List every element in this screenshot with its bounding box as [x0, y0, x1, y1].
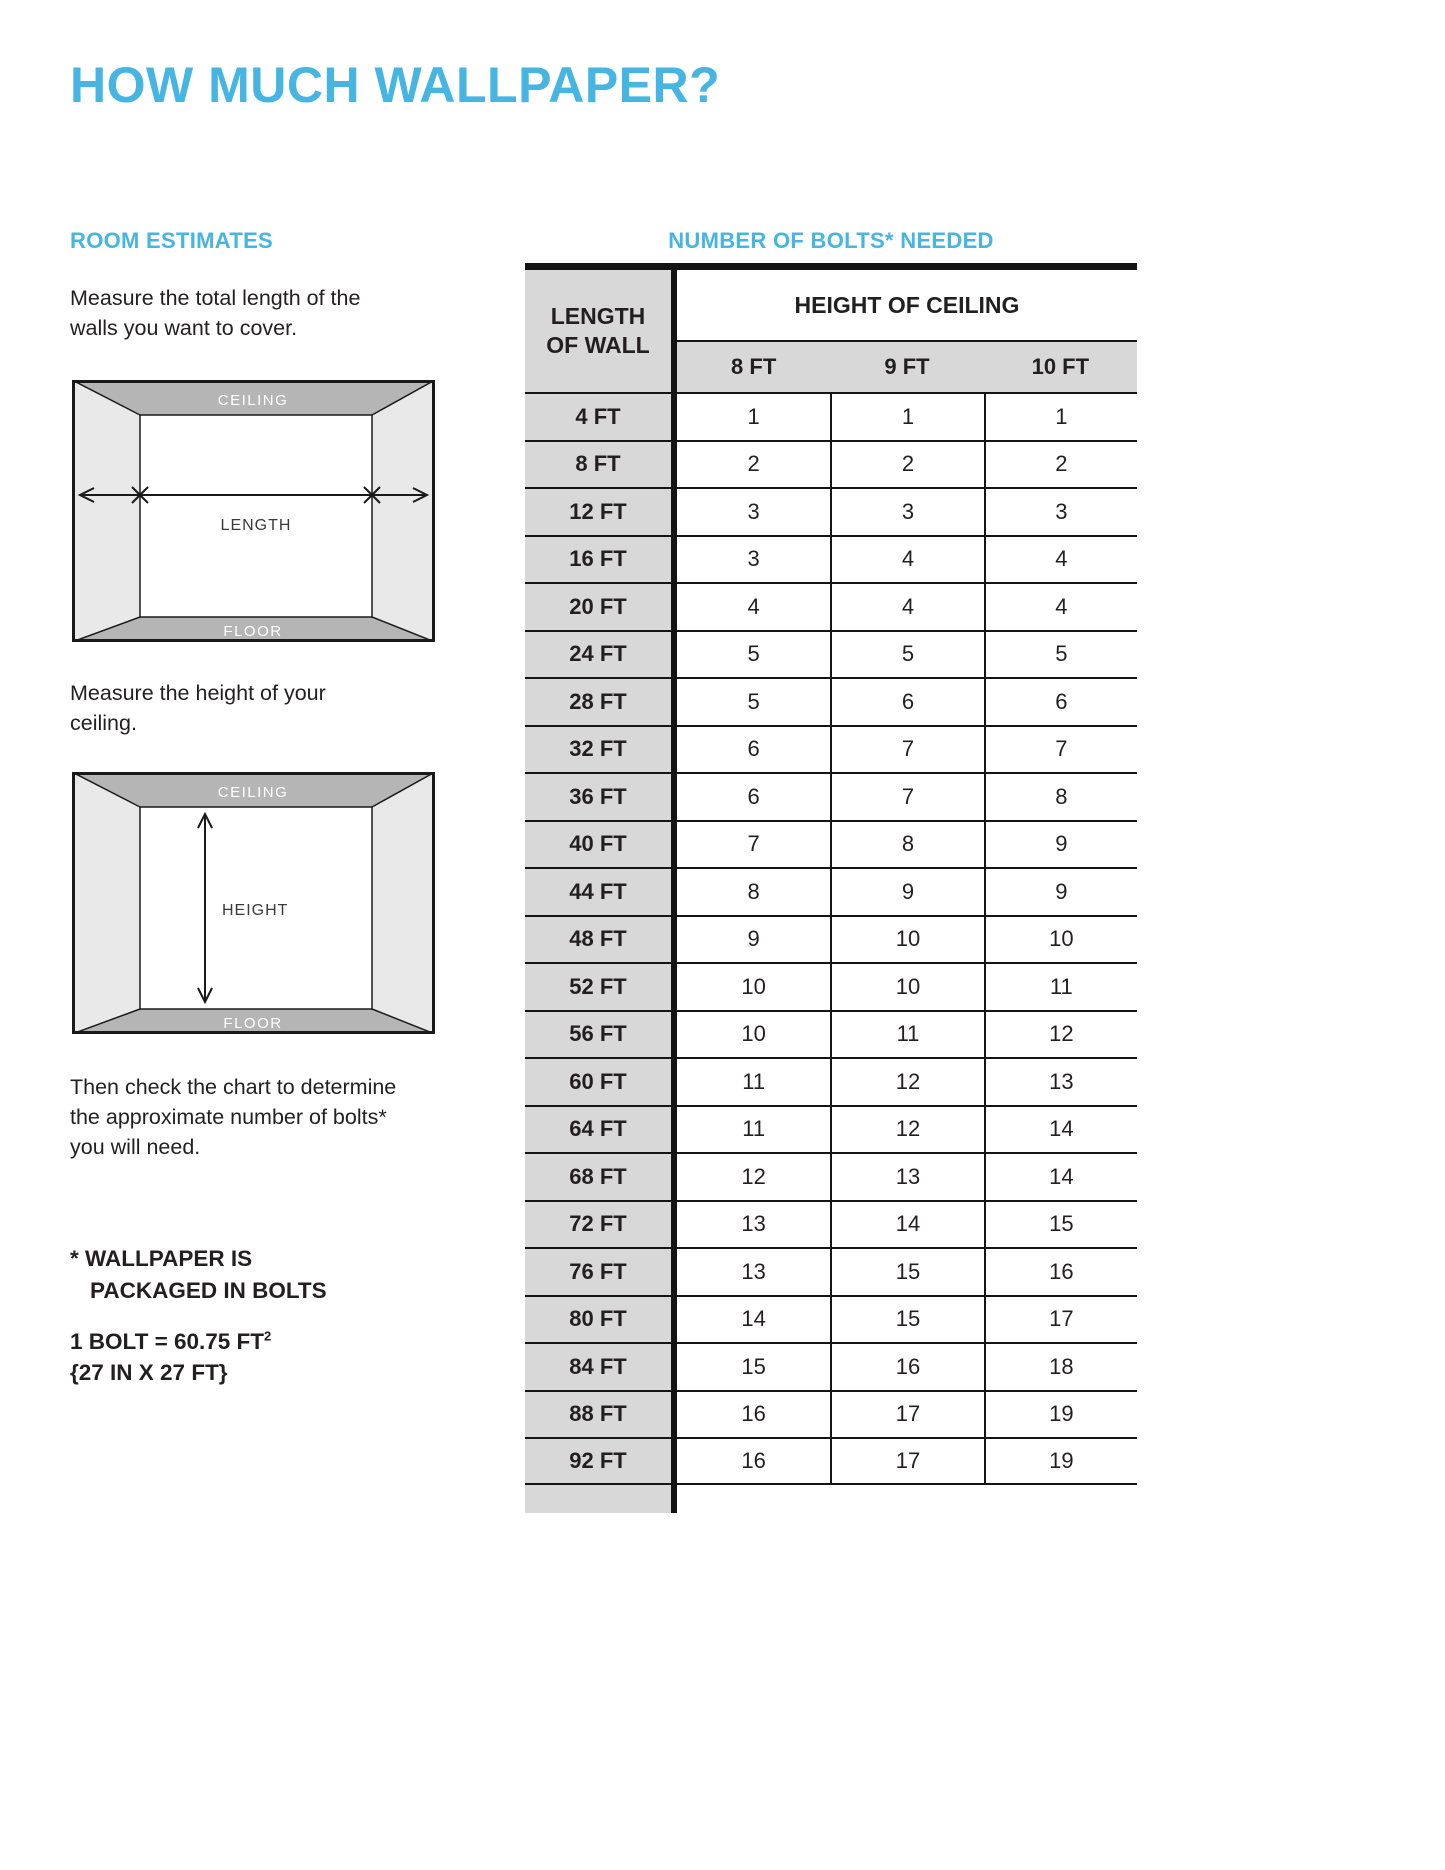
wall-length-cell: 48 FT	[525, 915, 677, 963]
bolt-count-cell: 18	[984, 1342, 1137, 1390]
length-of-wall-header-line2: OF WALL	[546, 332, 650, 358]
bolt-count-cell: 7	[830, 725, 983, 773]
bolt-count-cell: 6	[830, 677, 983, 725]
bolt-count-cell: 14	[677, 1295, 830, 1343]
bolt-count-cell: 7	[984, 725, 1137, 773]
bolt-count-cell: 3	[830, 487, 983, 535]
bolt-count-cell: 6	[677, 772, 830, 820]
column-header-8ft: 8 FT	[677, 340, 830, 392]
bolt-count-cell: 19	[984, 1390, 1137, 1438]
ceiling-label: CEILING	[217, 784, 289, 801]
wall-length-cell: 84 FT	[525, 1342, 677, 1390]
bolt-count-cell: 16	[984, 1247, 1137, 1295]
length-diagram	[72, 380, 435, 642]
right-wall-plane	[372, 380, 435, 642]
bolt-count-cell: 11	[984, 962, 1137, 1010]
wall-length-cell: 68 FT	[525, 1152, 677, 1200]
bolt-count-cell: 1	[830, 392, 983, 440]
bolt-count-cell: 4	[830, 535, 983, 583]
bolt-count-cell: 6	[677, 725, 830, 773]
bolt-count-cell: 7	[677, 820, 830, 868]
wall-length-cell: 52 FT	[525, 962, 677, 1010]
bolt-exponent: 2	[264, 1328, 272, 1344]
back-wall	[140, 415, 372, 617]
bolt-count-cell: 8	[984, 772, 1137, 820]
length-label: LENGTH	[220, 517, 292, 534]
floor-label: FLOOR	[223, 623, 283, 640]
bolt-count-cell: 9	[677, 915, 830, 963]
bolt-count-cell: 10	[677, 962, 830, 1010]
bolt-count-cell: 19	[984, 1437, 1137, 1485]
table-top-border	[525, 263, 1137, 270]
wall-length-cell: 64 FT	[525, 1105, 677, 1153]
wall-length-cell: 20 FT	[525, 582, 677, 630]
bolt-count-cell: 13	[984, 1057, 1137, 1105]
bolt-footnote	[70, 1243, 327, 1307]
wall-length-cell: 28 FT	[525, 677, 677, 725]
wall-length-cell: 12 FT	[525, 487, 677, 535]
step1-text: Measure the total length of the walls you want to cover.	[70, 286, 361, 341]
wall-length-cell: 92 FT	[525, 1437, 677, 1485]
bolt-size-info	[70, 1326, 271, 1388]
wall-length-cell: 88 FT	[525, 1390, 677, 1438]
wall-length-cell: 4 FT	[525, 392, 677, 440]
table-footer-spacer	[525, 1485, 677, 1513]
bolt-count-cell: 14	[984, 1152, 1137, 1200]
left-wall-plane	[72, 772, 140, 1034]
bolt-count-cell: 4	[677, 582, 830, 630]
bolt-count-cell: 10	[830, 915, 983, 963]
length-of-wall-header	[525, 270, 677, 392]
bolt-count-cell: 2	[984, 440, 1137, 488]
step3-text: Then check the chart to determine the approximate number of bolts* you will need.	[70, 1075, 397, 1160]
bolt-count-cell: 12	[830, 1057, 983, 1105]
bolt-count-cell: 16	[830, 1342, 983, 1390]
height-of-ceiling-header: HEIGHT OF CEILING	[677, 270, 1137, 340]
bolt-count-cell: 1	[677, 392, 830, 440]
bolt-count-cell: 10	[830, 962, 983, 1010]
bolt-count-cell: 5	[677, 677, 830, 725]
column-header-10ft: 10 FT	[984, 340, 1137, 392]
bolt-dimensions: {27 IN X 27 FT}	[70, 1360, 228, 1386]
wall-length-cell: 80 FT	[525, 1295, 677, 1343]
bolt-count-cell: 14	[830, 1200, 983, 1248]
bolt-count-cell: 16	[677, 1437, 830, 1485]
bolt-count-cell: 14	[984, 1105, 1137, 1153]
bolt-count-cell: 2	[830, 440, 983, 488]
bolt-count-cell: 17	[984, 1295, 1137, 1343]
wall-length-cell: 16 FT	[525, 535, 677, 583]
column-header-9ft: 9 FT	[830, 340, 983, 392]
bolt-count-cell: 3	[677, 535, 830, 583]
bolt-count-cell: 12	[830, 1105, 983, 1153]
bolt-count-cell: 4	[984, 582, 1137, 630]
bolt-footnote-line1: * WALLPAPER IS	[70, 1246, 253, 1271]
bolt-count-cell: 11	[677, 1105, 830, 1153]
bolt-count-cell: 3	[677, 487, 830, 535]
bolt-count-cell: 12	[984, 1010, 1137, 1058]
bolt-count-cell: 17	[830, 1390, 983, 1438]
right-wall-plane	[372, 772, 435, 1034]
bolt-count-cell: 15	[984, 1200, 1137, 1248]
wall-length-cell: 44 FT	[525, 867, 677, 915]
bolt-count-cell: 3	[984, 487, 1137, 535]
bolt-count-cell: 1	[984, 392, 1137, 440]
bolt-count-cell: 11	[830, 1010, 983, 1058]
bolt-count-cell: 15	[830, 1295, 983, 1343]
bolt-count-cell: 10	[984, 915, 1137, 963]
left-wall-plane	[72, 380, 140, 642]
bolt-count-cell: 9	[830, 867, 983, 915]
bolt-count-cell: 6	[984, 677, 1137, 725]
bolt-count-cell: 16	[677, 1390, 830, 1438]
bolt-count-cell: 17	[830, 1437, 983, 1485]
ceiling-label: CEILING	[217, 392, 289, 409]
bolt-count-cell: 13	[830, 1152, 983, 1200]
bolt-count-cell: 5	[677, 630, 830, 678]
height-label: HEIGHT	[222, 902, 289, 919]
bolts-table	[525, 263, 1137, 1513]
bolt-count-cell: 7	[830, 772, 983, 820]
bolt-count-cell: 15	[830, 1247, 983, 1295]
wall-length-cell: 56 FT	[525, 1010, 677, 1058]
wall-length-cell: 8 FT	[525, 440, 677, 488]
bolt-count-cell: 13	[677, 1200, 830, 1248]
bolts-table-grid	[525, 270, 1137, 1513]
bolt-count-cell: 9	[984, 820, 1137, 868]
bolt-count-cell: 4	[984, 535, 1137, 583]
wall-length-cell: 40 FT	[525, 820, 677, 868]
wall-length-cell: 76 FT	[525, 1247, 677, 1295]
bolt-count-cell: 4	[830, 582, 983, 630]
wall-length-cell: 72 FT	[525, 1200, 677, 1248]
floor-label: FLOOR	[223, 1015, 283, 1032]
page-title: HOW MUCH WALLPAPER?	[70, 57, 721, 113]
bolt-equation	[70, 1326, 271, 1357]
bolt-count-cell: 5	[830, 630, 983, 678]
bolt-count-cell: 15	[677, 1342, 830, 1390]
wall-length-cell: 36 FT	[525, 772, 677, 820]
length-of-wall-header-line1: LENGTH	[550, 303, 646, 330]
bolt-count-cell: 8	[830, 820, 983, 868]
bolt-footnote-line2: PACKAGED IN BOLTS	[90, 1277, 327, 1303]
bolts-needed-heading: NUMBER OF BOLTS* NEEDED	[668, 228, 994, 253]
wall-length-cell: 24 FT	[525, 630, 677, 678]
room-estimates-heading: ROOM ESTIMATES	[70, 228, 274, 253]
bolt-count-cell: 9	[984, 867, 1137, 915]
bolt-equation-text: 1 BOLT = 60.75 FT	[70, 1329, 265, 1354]
bolt-count-cell: 12	[677, 1152, 830, 1200]
bolt-count-cell: 11	[677, 1057, 830, 1105]
bolt-count-cell: 13	[677, 1247, 830, 1295]
wall-length-cell: 32 FT	[525, 725, 677, 773]
step2-text: Measure the height of your ceiling.	[70, 681, 326, 736]
wall-length-cell: 60 FT	[525, 1057, 677, 1105]
bolt-count-cell: 2	[677, 440, 830, 488]
bolt-count-cell: 5	[984, 630, 1137, 678]
bolt-count-cell: 10	[677, 1010, 830, 1058]
bolt-count-cell: 8	[677, 867, 830, 915]
height-diagram	[72, 772, 435, 1034]
